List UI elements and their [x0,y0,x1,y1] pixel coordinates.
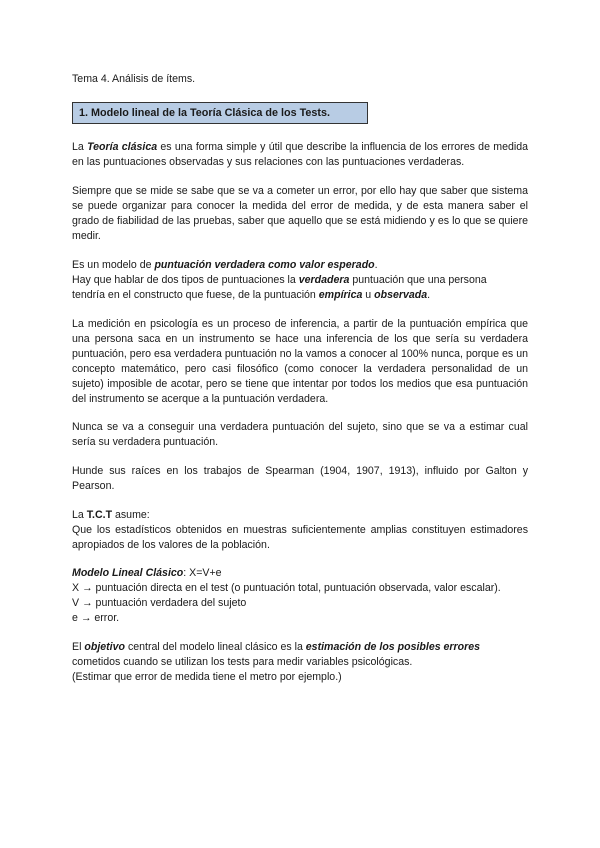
paragraph-error-medida: Siempre que se mide se sabe que se va a cometer un error, por ello hay que saber que sistema se puede organizar para conocer la medida del error de medida, y de esta manera saber el grado de fiabilidad de las pruebas, saber que aquello que se está midiendo y es lo que se quiere medir. [72,185,528,242]
term-teoria-clasica: Teoría clásica [87,141,158,153]
model-formula: : X=V+e [183,567,222,579]
term-puntuacion-verdadera: puntuación verdadera como valor esperado [154,259,375,271]
term-tct: T.C.T [86,509,113,521]
paragraph-modelo-lineal [72,566,528,626]
term-verdadera: verdadera [298,274,350,286]
definition-v: V → puntuación verdadera del sujeto [72,597,247,609]
term-observada: observada [374,289,428,301]
term-modelo-lineal-clasico: Modelo Lineal Clásico [72,567,184,579]
paragraph-tct-asume: La T.C.T asume: Que los estadísticos obtenidos en muestras suficientemente amplias constituyen estimadores apropiados de los valores de la población. [72,509,528,551]
paragraph-modelo-puntuacion: Es un modelo de puntuación verdadera como valor esperado. Hay que hablar de dos tipos de puntuaciones la verdadera puntuación que una persona tendría en el constructo que fuese, de la puntuación empírica u observada. [72,259,487,301]
term-estimacion-errores: estimación de los posibles errores [305,641,481,653]
paragraph-spearman: Hunde sus raíces en los trabajos de Spearman (1904, 1907, 1913), influido por Galton y Pearson. [72,465,528,492]
definition-e: e → error. [72,612,120,624]
paragraph-objetivo: El objetivo central del modelo lineal clásico es la estimación de los posibles errores cometidos cuando se utilizan los tests para medir variables psicológicas. (Estimar que error de medida tiene el metro por ejemplo.) [72,641,481,683]
term-objetivo: objetivo [84,641,125,653]
topic-title: Tema 4. Análisis de ítems. [72,73,196,85]
term-empirica: empírica [318,289,363,301]
definition-x: X → puntuación directa en el test (o puntuación total, puntuación observada, valor escalar). [72,582,501,594]
section-heading: 1. Modelo lineal de la Teoría Clásica de los Tests. [72,102,368,124]
paragraph-teoria-clasica: La Teoría clásica es una forma simple y útil que describe la influencia de los errores de medida en las puntuaciones observadas y sus relaciones con las puntuaciones verdaderas. [72,141,528,168]
paragraph-medicion-psicologia: La medición en psicología es un proceso de inferencia, a partir de la puntuación empírica que una persona saca en un instrumento se hace una inferencia de los que sería su verdadera puntuación, pero esa verdadera puntuación no la vamos a conocer al 100% nunca, porque es un concepto matemático, pero casi filosófico (como conocer la verdadera personalidad de un sujeto) imposible de acotar, pero se tiene que intentar por todos los medios que esa puntuación del instrumento se acerque a la puntuación verdadera. [72,318,528,405]
paragraph-nunca: Nunca se va a conseguir una verdadera puntuación del sujeto, sino que se va a estimar cual sería su verdadera puntuación. [72,421,528,448]
